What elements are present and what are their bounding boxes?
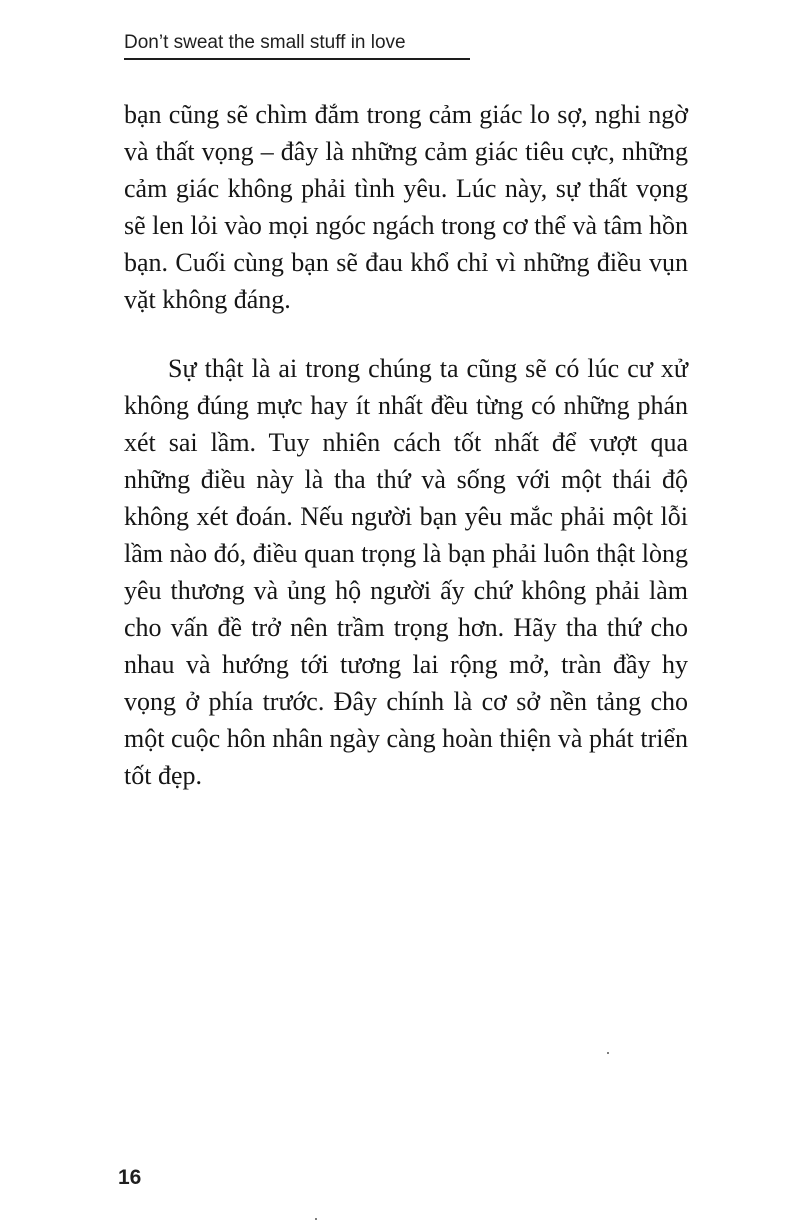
scan-speck bbox=[315, 1218, 317, 1220]
paragraph-1: bạn cũng sẽ chìm đắm trong cảm giác lo sợ, nghi ngờ và thất vọng – đây là những cảm giác tiêu cực, những cảm giác không phải tình yêu. Lúc này, sự thất vọng sẽ len lỏi vào mọi ngóc ngách trong cơ thể và tâm hồn bạn. Cuối cùng bạn sẽ đau khổ chỉ vì những điều vụn vặt không đáng. bbox=[124, 100, 688, 314]
paragraph-2: Sự thật là ai trong chúng ta cũng sẽ có lúc cư xử không đúng mực hay ít nhất đều từng có những phán xét sai lầm. Tuy nhiên cách tốt nhất để vượt qua những điều này là tha thứ và sống với một thái độ không xét đoán. Nếu người bạn yêu mắc phải một lỗi lầm nào đó, điều quan trọng là bạn phải luôn thật lòng yêu thương và ủng hộ người ấy chứ không phải làm cho vấn đề trở nên trầm trọng hơn. Hãy tha thứ cho nhau và hướng tới tương lai rộng mở, tràn đầy hy vọng ở phía trước. Đây chính là cơ sở nền tảng cho một cuộc hôn nhân ngày càng hoàn thiện và phát triển tốt đẹp. bbox=[124, 354, 688, 790]
scan-speck bbox=[607, 1052, 609, 1054]
page-number: 16 bbox=[118, 1166, 142, 1189]
body-text bbox=[124, 96, 688, 794]
running-header: Don’t sweat the small stuff in love bbox=[124, 28, 470, 60]
